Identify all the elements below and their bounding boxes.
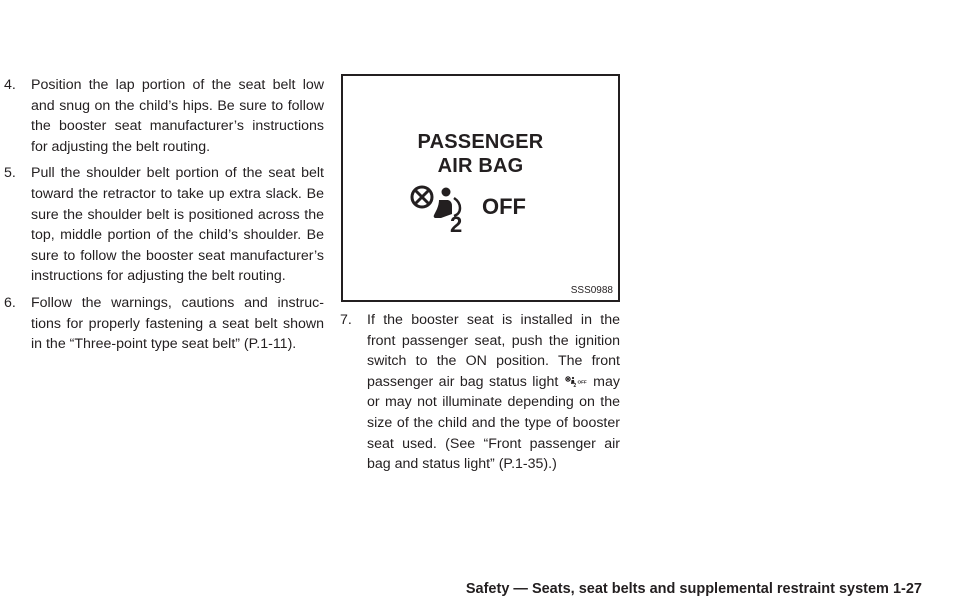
instruction-list: [4, 75, 324, 355]
step-number: 7.: [340, 312, 352, 328]
left-column: [4, 75, 324, 361]
airbag-status-figure: [341, 74, 620, 302]
passenger-airbag-off-inline-icon: [565, 376, 587, 387]
page-footer: Safety — Seats, seat belts and supplemental restraint system 1-27: [465, 581, 922, 597]
step-text: Position the lap portion of the seat belt low and snug on the child’s hips. Be sure to follow the booster seat manufacturer’s instructions for adjusting the belt routing.: [31, 77, 324, 155]
step-text-before-icon: If the booster seat is installed in the front passenger seat, push the ignition switch to the ON position. The front passenger air bag status light: [367, 312, 620, 390]
step-7: [340, 310, 620, 475]
airbag-off-indicator: [408, 184, 558, 234]
figure-code: SSS0988: [570, 285, 613, 296]
inline-off-text: OFF: [577, 379, 587, 385]
step-text: Pull the shoulder belt portion of the seat belt toward the retractor to take up extra slack. Be sure the shoulder belt is positioned across the top, middle portion of the child’s shoulder. Be sure to follow the booster seat manufacturer’s instructions for adjusting the belt routing.: [31, 165, 324, 285]
heading-line-air-bag: AIR BAG: [437, 155, 524, 177]
step-number: 4.: [4, 77, 16, 93]
step-text-after-icon: may or may not illuminate depending on the size of the child and the type of booster seat used. (See “Front passenger air bag and status light” (P.1-35).): [367, 373, 620, 473]
svg-text:2: 2: [450, 212, 463, 234]
step-4: [4, 75, 324, 157]
right-column: [340, 310, 620, 481]
step-number: 6.: [4, 294, 16, 311]
step-text: [340, 310, 620, 475]
step-text: Follow the warnings, cautions and instruc-tions for properly fastening a seat belt shown in the “Three-point type seat belt” (P.1-11).: [31, 294, 324, 353]
passenger-airbag-off-icon: [408, 184, 482, 234]
svg-text:2: 2: [573, 382, 577, 387]
heading-line-passenger: PASSENGER: [417, 131, 544, 153]
figure-heading: [343, 130, 618, 178]
step-6: [4, 293, 324, 355]
off-label: OFF: [482, 194, 526, 219]
step-5: [4, 163, 324, 287]
step-number: 5.: [4, 165, 16, 182]
